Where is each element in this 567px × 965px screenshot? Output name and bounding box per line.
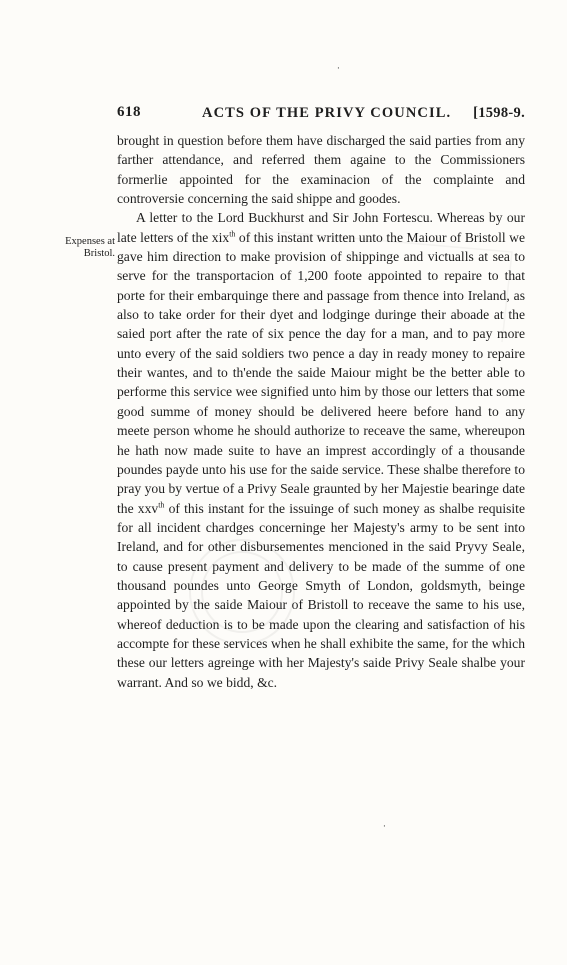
marginal-note-line-1: Expenses at [65, 236, 115, 247]
body-text [117, 131, 525, 692]
page-number: 618 [117, 104, 141, 120]
speck-mark: · [337, 64, 340, 74]
superscript-th: th [158, 500, 165, 509]
marginal-note-line-2: Bristol. [83, 248, 115, 259]
running-title: ACTS OF THE PRIVY COUNCIL. [202, 105, 452, 121]
speck-mark: · [383, 822, 386, 832]
letter-tail: of this instant for the issuinge of such money as shalbe requisite for all incident chardges concerninge her Majesty's army to be sent into Ireland, and for other disbursementes mencioned in the said Pryvy Seale, to cause present payment and delivery to be made of the summe of one thousand poundes unto George Smyth of London, goldsmyth, beinge appointed by the saide Maiour of Bristoll to receave the same to his use, whereof deduction is to be made upon the clearing and satisfaction of his accompte for these services when he shall exhibite the same, for the which these our letters agreinge with her Majesty's saide Privy Seale shalbe your warrant. And so we bidd, &c. [117, 500, 525, 690]
letter-lead: A letter to the Lord Buckhurst and Sir John Fortescu. Whereas by our late letters of the xix [117, 210, 525, 245]
paragraph-letter [117, 208, 525, 692]
running-header [117, 104, 525, 128]
superscript-th: th [229, 229, 236, 239]
paragraph-continuation: brought in question before them have discharged the said parties from any farther attendance, and referred them againe to the Commissioners formerlie appointed for the examinacion of the complainte and controversie concerning the said shippe and goodes. [117, 133, 525, 207]
letter-body: of this instant written unto the Maiour of Bristoll we gave him direction to make provision of shippinge and victualls at sea to serve for the transportacion of 1,200 foote appointed to repaire to that porte for their embarquinge there and passage from thence into Ireland, as also to take order for their dyet and lodginge duringe their aboade at the saied port after the rate of six pence the day for a man, and to pay more unto every of the said soldiers two pence a day in ready money to repaire their wantes, and to th'ende the saide Maiour might be the better able to performe this service wee signified unto him by those our letters that some good summe of money should be delivered heere before hand to any meete person whome he should authorize to receave the same, whereupon he hath now made suite to have an imprest accordingly of a thousande poundes payde unto his use for the saide service. These shalbe therefore to pray you by vertue of a Privy Seale graunted by her Majestie bearinge date the xxv [117, 229, 525, 516]
year-range: [1598-9. [473, 105, 525, 121]
marginal-note [45, 236, 115, 260]
